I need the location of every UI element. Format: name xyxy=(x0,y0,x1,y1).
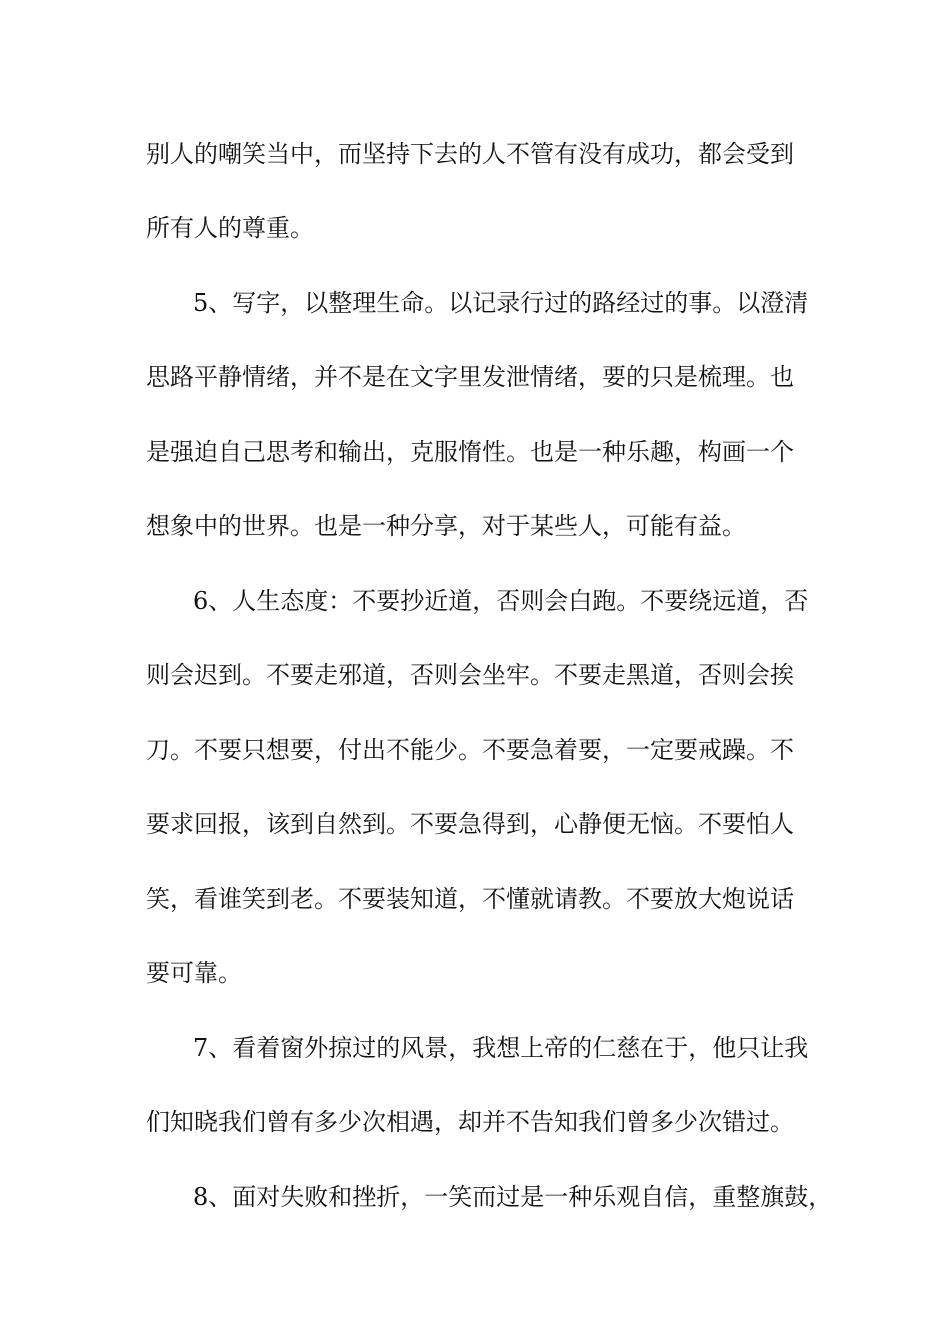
paragraph-5-first-line: 5、写字，以整理生命。以记录行过的路经过的事。以澄清 xyxy=(193,289,809,317)
paragraph-7-first-line: 7、看着窗外掠过的风景，我想上帝的仁慈在于，他只让我 xyxy=(193,1034,809,1062)
text-line: 要可靠。 xyxy=(146,959,242,987)
text-line: 所有人的尊重。 xyxy=(146,214,314,242)
text-line: 是强迫自己思考和输出，克服惰性。也是一种乐趣，构画一个 xyxy=(146,438,794,466)
paragraph-6-first-line: 6、人生态度：不要抄近道，否则会白跑。不要绕远道，否 xyxy=(193,587,809,615)
text-line: 笑，看谁笑到老。不要装知道，不懂就请教。不要放大炮说话 xyxy=(146,885,794,913)
text-line: 则会迟到。不要走邪道，否则会坐牢。不要走黑道，否则会挨 xyxy=(146,661,794,689)
text-line: 别人的嘲笑当中，而坚持下去的人不管有没有成功，都会受到 xyxy=(146,140,794,168)
paragraph-8-first-line: 8、面对失败和挫折，一笑而过是一种乐观自信，重整旗鼓， xyxy=(193,1183,833,1211)
text-line: 要求回报，该到自然到。不要急得到，心静便无恼。不要怕人 xyxy=(146,810,794,838)
text-line: 们知晓我们曾有多少次相遇，却并不告知我们曾多少次错过。 xyxy=(146,1108,794,1136)
text-line: 想象中的世界。也是一种分享，对于某些人，可能有益。 xyxy=(146,512,746,540)
text-line: 刀。不要只想要，付出不能少。不要急着要，一定要戒躁。不 xyxy=(146,736,794,764)
text-line: 思路平静情绪，并不是在文字里发泄情绪，要的只是梳理。也 xyxy=(146,363,794,391)
